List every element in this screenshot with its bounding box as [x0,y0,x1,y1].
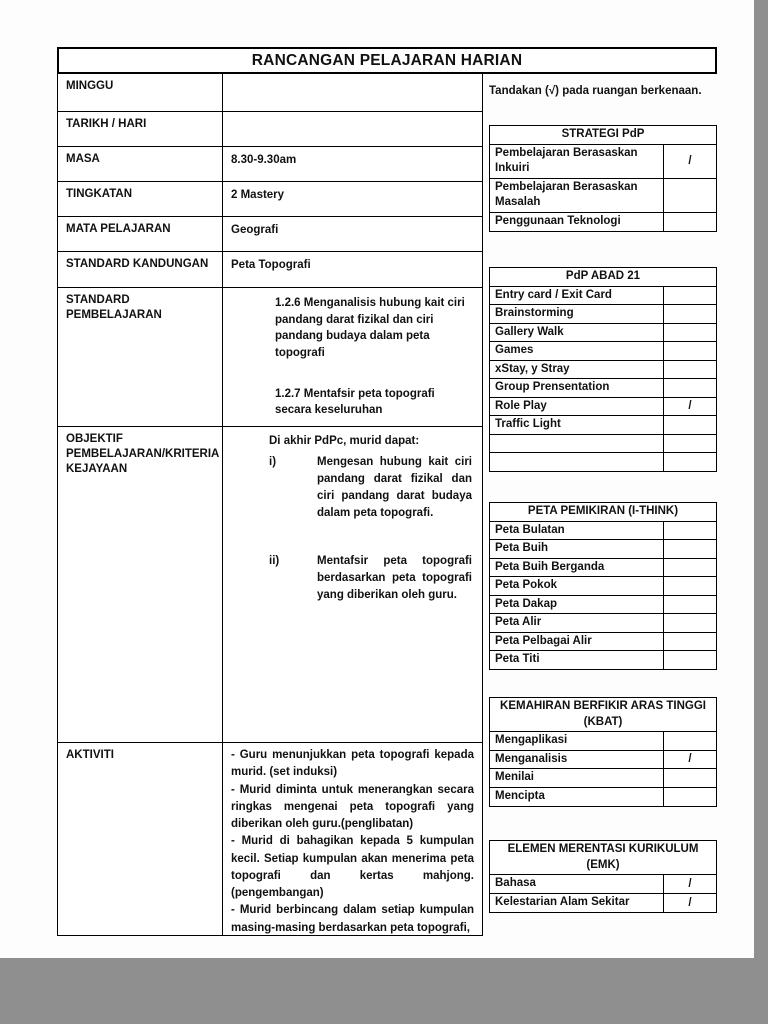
field-label: MINGGU [58,74,223,111]
table-row [490,769,716,788]
check-cell [664,522,716,540]
row-label: Peta Buih [490,540,664,558]
table-title: STRATEGI PdP [490,126,716,145]
objektif-item [269,553,472,605]
row-label: Peta Pelbagai Alir [490,633,664,651]
row-label: Bahasa [490,875,664,893]
row-tarikh-hari [58,112,482,147]
objektif-intro: Di akhir PdPc, murid dapat: [269,435,420,447]
table-row [490,614,716,633]
check-cell: / [688,155,692,168]
row-mata-pelajaran [58,217,482,252]
list-marker: i) [269,455,277,468]
field-label: STANDARD PEMBELAJARAN [58,288,223,426]
row-label: Gallery Walk [490,324,664,342]
check-cell [664,453,716,471]
table-row [490,651,716,669]
table-row [490,751,716,770]
row-label [490,435,664,452]
standard-item-127: 1.2.7 Mentafsir peta topografi secara keseluruhan [275,387,435,417]
row-label: Pembelajaran Berasaskan Masalah [490,179,664,212]
table-row [490,540,716,559]
field-value [223,288,482,426]
table-title: KEMAHIRAN BERFIKIR ARAS TINGGI (KBAT) [490,698,716,732]
field-value: Peta Topografi [231,259,311,271]
row-label: xStay, y Stray [490,361,664,379]
check-cell [664,596,716,614]
field-value [223,427,482,742]
row-aktiviti [58,743,482,935]
aktiviti-paragraph: - Guru menunjukkan peta topografi kepada murid. (set induksi) [231,749,474,779]
row-label: Games [490,342,664,360]
check-cell [664,732,716,750]
check-cell [664,435,716,452]
table-row [490,379,716,398]
field-label: MATA PELAJARAN [58,217,223,251]
table-row [490,788,716,806]
check-cell [664,416,716,434]
check-cell [664,540,716,558]
row-label: Group Prensentation [490,379,664,397]
table-row [490,522,716,541]
row-masa [58,147,482,182]
check-cell [664,614,716,632]
check-cell: / [688,753,692,766]
row-label: Pembelajaran Berasaskan Inkuiri [490,145,664,178]
table-row [490,596,716,615]
check-cell [664,379,716,397]
table-row [490,179,716,213]
row-label: Traffic Light [490,416,664,434]
check-cell [664,769,716,787]
check-cell [664,305,716,323]
table-row [490,398,716,417]
check-cell [664,287,716,305]
row-label: Mengaplikasi [490,732,664,750]
field-value [223,743,482,935]
table-row [490,875,716,894]
table-row [490,361,716,380]
standard-item-126: 1.2.6 Menganalisis hubung kait ciri pandang darat fizikal dan ciri pandang budaya dalam peta topografi [275,297,465,360]
row-standard-pembelajaran [58,288,482,427]
check-cell [664,577,716,595]
table-title: PETA PEMIKIRAN (I-THINK) [490,503,716,522]
check-cell [664,361,716,379]
field-value [223,112,482,146]
row-standard-kandungan [58,252,482,288]
check-cell [664,559,716,577]
row-label: Penggunaan Teknologi [490,213,664,231]
field-label: TARIKH / HARI [58,112,223,146]
table-peta-pemikiran [489,502,717,670]
row-label: Menganalisis [490,751,664,769]
table-row [490,435,716,453]
table-row [490,416,716,435]
table-title: PdP ABAD 21 [490,268,716,287]
row-label: Kelestarian Alam Sekitar [490,894,664,912]
table-strategi-pdp [489,125,717,232]
row-label: Peta Buih Berganda [490,559,664,577]
field-value: 8.30-9.30am [231,154,297,166]
check-cell: / [688,877,692,890]
row-label [490,453,664,471]
table-row [490,453,716,471]
table-row [490,894,716,912]
table-row [490,342,716,361]
check-cell [664,788,716,806]
row-label: Menilai [490,769,664,787]
row-label: Peta Dakap [490,596,664,614]
table-row [490,305,716,324]
table-row [490,559,716,578]
aktiviti-paragraph: - Murid di bahagikan kepada 5 kumpulan kecil. Setiap kumpulan akan menerima peta topografi dan kertas mahjong. (pengembangan) [231,835,474,899]
row-label: Peta Bulatan [490,522,664,540]
row-label: Peta Pokok [490,577,664,595]
check-cell: / [688,400,692,413]
check-cell: / [688,896,692,909]
check-cell [664,324,716,342]
field-label: MASA [58,147,223,181]
instruction-note: Tandakan (√) pada ruangan berkenaan. [489,85,702,97]
field-label: STANDARD KANDUNGAN [58,252,223,287]
field-label: AKTIVITI [58,743,223,935]
table-row [490,213,716,231]
field-value: Geografi [231,224,279,236]
check-cell [664,213,716,231]
table-row [490,633,716,652]
objektif-text: Mentafsir peta topografi berdasarkan peta topografi yang diberikan oleh guru. [317,554,472,602]
aktiviti-paragraph: - Murid diminta untuk menerangkan secara ringkas mengenai peta topografi yang diberikan oleh guru.(penglibatan) [231,783,474,830]
table-row [490,145,716,179]
field-label: TINGKATAN [58,182,223,216]
check-cell [664,179,716,212]
field-value: 2 Mastery [231,189,285,201]
table-row [490,732,716,751]
table-row [490,577,716,596]
check-cell [664,633,716,651]
list-marker: ii) [269,554,280,567]
row-label: Peta Alir [490,614,664,632]
objektif-text: Mengesan hubung kait ciri pandang darat fizikal dan ciri pandang darat budaya dalam peta topografi. [317,455,472,520]
table-row [490,324,716,343]
row-tingkatan [58,182,482,217]
row-label: Mencipta [490,788,664,806]
table-kbat [489,697,717,807]
lesson-plan-table [57,74,483,936]
check-cell [664,651,716,669]
table-emk [489,840,717,913]
table-pdp-abad-21 [489,267,717,472]
field-value [223,74,482,111]
row-label: Role Play [490,398,664,416]
table-row [490,287,716,306]
aktiviti-paragraph: - Murid berbincang dalam setiap kumpulan masing-masing berdasarkan peta topografi, [231,904,474,934]
row-objektif [58,427,482,743]
table-title: ELEMEN MERENTASI KURIKULUM (EMK) [490,841,716,875]
page-title: RANCANGAN PELAJARAN HARIAN [57,47,717,74]
row-label: Brainstorming [490,305,664,323]
row-label: Entry card / Exit Card [490,287,664,305]
row-label: Peta Titi [490,651,664,669]
field-label: OBJEKTIF PEMBELAJARAN/KRITERIA KEJAYAAN [58,427,223,742]
objektif-item [269,454,472,523]
row-minggu [58,74,482,112]
check-cell [664,342,716,360]
